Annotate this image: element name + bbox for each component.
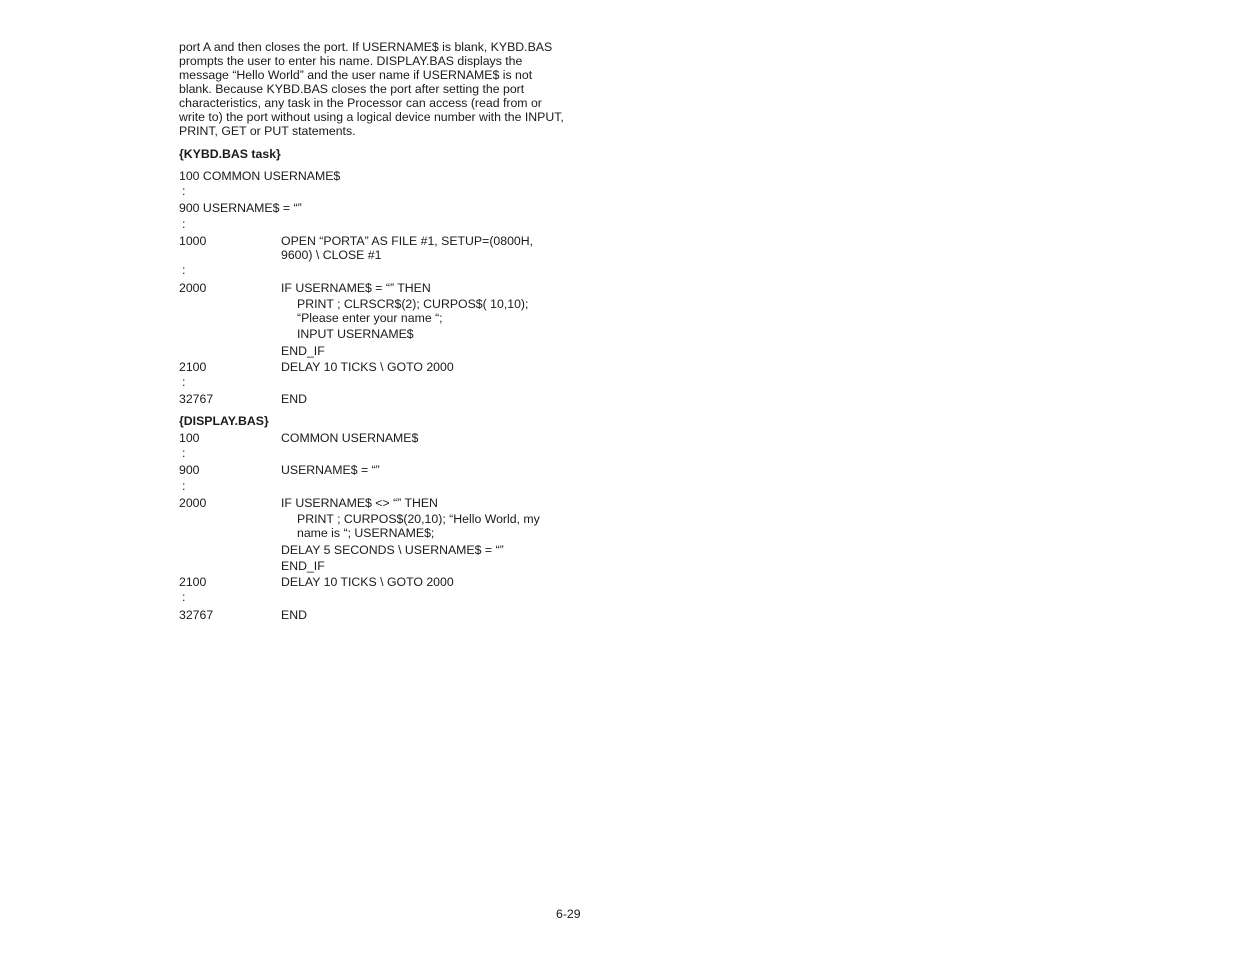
kybd-heading: {KYBD.BAS task} <box>179 147 281 161</box>
kybd-ellipsis-4: : <box>182 375 186 389</box>
kybd-ellipsis-1: : <box>182 184 186 198</box>
page-number: 6-29 <box>556 907 581 921</box>
intro-paragraph: port A and then closes the port. If USERNAME$ is blank, KYBD.BAS prompts the user to enter his name. DISPLAY.BAS displays the message “Hello World” and the user name if USERNAME$ is not blank. Because KYBD.BAS closes the port after setting the port characteristics, any task in the Processor can access (read from or write to) the port without using a logical device number with the INPUT, PRINT, GET or PUT statements. <box>179 40 564 138</box>
kybd-input-statement: INPUT USERNAME$ <box>297 327 414 341</box>
kybd-line-900: 900 USERNAME$ = “” <box>179 201 302 215</box>
kybd-delay-statement: DELAY 10 TICKS \ GOTO 2000 <box>281 360 454 374</box>
kybd-end-statement: END <box>281 392 307 406</box>
display-line-number-2100: 2100 <box>179 575 207 589</box>
display-line-number-900: 900 <box>179 463 200 477</box>
display-ellipsis-3: : <box>182 590 186 604</box>
display-line-number-32767: 32767 <box>179 608 214 622</box>
display-heading: {DISPLAY.BAS} <box>179 414 269 428</box>
display-print-statement: PRINT ; CURPOS$(20,10); “Hello World, my <box>297 512 540 526</box>
display-if-statement: IF USERNAME$ <> “” THEN <box>281 496 438 510</box>
kybd-line-number-2000: 2000 <box>179 281 207 295</box>
display-end-statement: END <box>281 608 307 622</box>
kybd-open-statement: OPEN “PORTA” AS FILE #1, SETUP=(0800H, <box>281 234 534 248</box>
kybd-end-if: END_IF <box>281 344 325 358</box>
kybd-ellipsis-2: : <box>182 217 186 231</box>
display-print-statement-cont: name is “; USERNAME$; <box>297 526 435 540</box>
kybd-if-statement: IF USERNAME$ = “” THEN <box>281 281 431 295</box>
kybd-print-statement: PRINT ; CLRSCR$(2); CURPOS$( 10,10); <box>297 297 529 311</box>
kybd-line-100: 100 COMMON USERNAME$ <box>179 169 341 183</box>
display-end-if: END_IF <box>281 559 325 573</box>
kybd-line-number-32767: 32767 <box>179 392 214 406</box>
kybd-line-number-2100: 2100 <box>179 360 207 374</box>
display-delay-5-statement: DELAY 5 SECONDS \ USERNAME$ = “” <box>281 543 504 557</box>
display-line-number-100: 100 <box>179 431 200 445</box>
kybd-print-statement-cont: “Please enter your name “; <box>297 311 443 325</box>
kybd-line-number-1000: 1000 <box>179 234 207 248</box>
display-common-statement: COMMON USERNAME$ <box>281 431 419 445</box>
display-delay-10-statement: DELAY 10 TICKS \ GOTO 2000 <box>281 575 454 589</box>
kybd-open-statement-cont: 9600) \ CLOSE #1 <box>281 248 382 262</box>
display-ellipsis-1: : <box>182 446 186 460</box>
kybd-ellipsis-3: : <box>182 263 186 277</box>
display-line-number-2000: 2000 <box>179 496 207 510</box>
display-ellipsis-2: : <box>182 479 186 493</box>
display-assign-statement: USERNAME$ = “” <box>281 463 380 477</box>
